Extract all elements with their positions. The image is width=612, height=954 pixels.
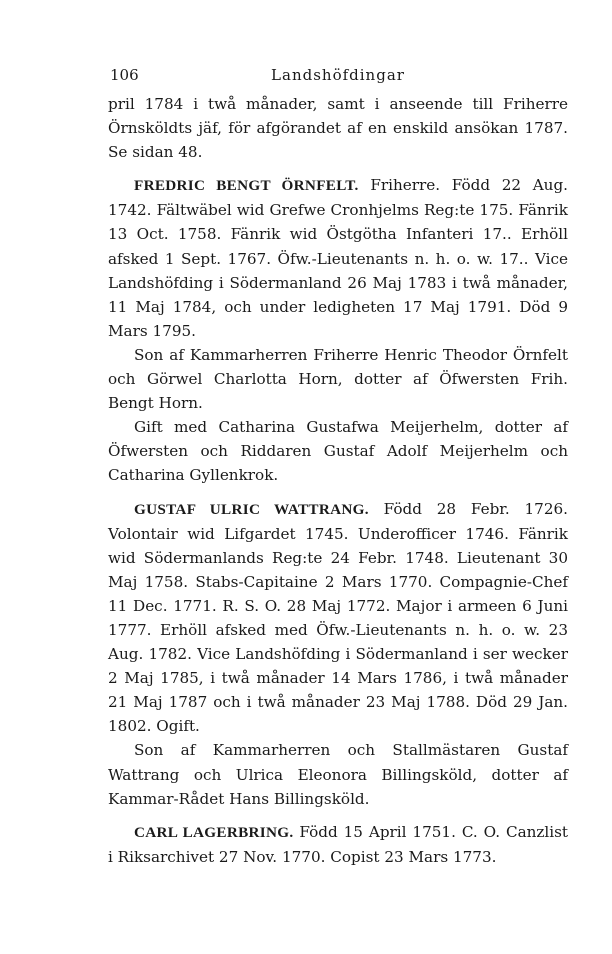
book-page xyxy=(108,64,568,869)
paragraph-text: Gift med Catharina Gustafwa Meijerhelm, dotter af Öfwersten och Riddaren Gustaf Adolf Meijerhelm och Catharina Gyllenkrok. xyxy=(108,418,568,485)
continuation-paragraph xyxy=(108,92,568,164)
paragraph-text: Son af Kammarherren och Stallmästaren Gustaf Wattrang och Ulrica Eleonora Billingsköld, dotter af Kammar-Rådet Hans Billingsköld. xyxy=(108,741,568,808)
entry-name: CARL LAGERBRING. xyxy=(134,823,294,841)
page-body xyxy=(108,92,568,869)
entry-name: GUSTAF ULRIC WATTRANG. xyxy=(134,500,369,518)
entry-text: Född 15 April 1751. C. O. Canzlist i Riksarchivet 27 Nov. 1770. Copist 23 Mars 1773. xyxy=(108,822,569,866)
paragraph-text: pril 1784 i twå månader, samt i anseende till Friherre Örnsköldts jäf, för afgörandet af en enskild ansökan 1787. Se sidan 48. xyxy=(108,95,568,162)
ornfelt-parents-paragraph xyxy=(108,343,568,415)
running-head: Landshöfdingar xyxy=(271,66,405,84)
entry-text: Friherre. Född 22 Aug. 1742. Fältwäbel wid Grefwe Cronhjelms Reg:te 175. Fänrik 13 Oct. 1758. Fänrik wid Östgötha Infanteri 17.. Erhöll afsked 1 Sept. 1767. Öfw.-Lieutenants n. h. o. w. 17.. Vice Landshöfding i Södermanland 26 Maj 1783 i twå månader, 11 Maj 1784, och under ledigheten 17 Maj 1791. Död 9 Mars 1795. xyxy=(108,176,569,340)
ornfelt-marriage-paragraph xyxy=(108,415,568,487)
wattrang-parents-paragraph xyxy=(108,738,568,810)
entry-lagerbring xyxy=(108,820,568,869)
entry-wattrang xyxy=(108,497,568,739)
page-number: 106 xyxy=(110,66,139,84)
entry-text: Född 28 Febr. 1726. Volontair wid Lifgardet 1745. Underofficer 1746. Fänrik wid Södermanlands Reg:te 24 Febr. 1748. Lieutenant 30 Maj 1758. Stabs-Capitaine 2 Mars 1770. Compagnie-Chef 11 Dec. 1771. R. S. O. 28 Maj 1772. Major i armeen 6 Juni 1777. Erhöll afsked med Öfw.-Lieutenants n. h. o. w. 23 Aug. 1782. Vice Landshöfding i Södermanland i ser wecker 2 Maj 1785, i twå månader 14 Mars 1786, i twå månader 21 Maj 1787 och i twå månader 23 Maj 1788. Död 29 Jan. 1802. Ogift. xyxy=(108,499,569,736)
paragraph-text: Son af Kammarherren Friherre Henric Theodor Örnfelt och Görwel Charlotta Horn, dotter af Öfwersten Frih. Bengt Horn. xyxy=(108,345,568,413)
entry-name: FREDRIC BENGT ÖRNFELT. xyxy=(134,177,359,195)
page-header xyxy=(108,64,568,92)
entry-ornfelt xyxy=(108,173,568,343)
